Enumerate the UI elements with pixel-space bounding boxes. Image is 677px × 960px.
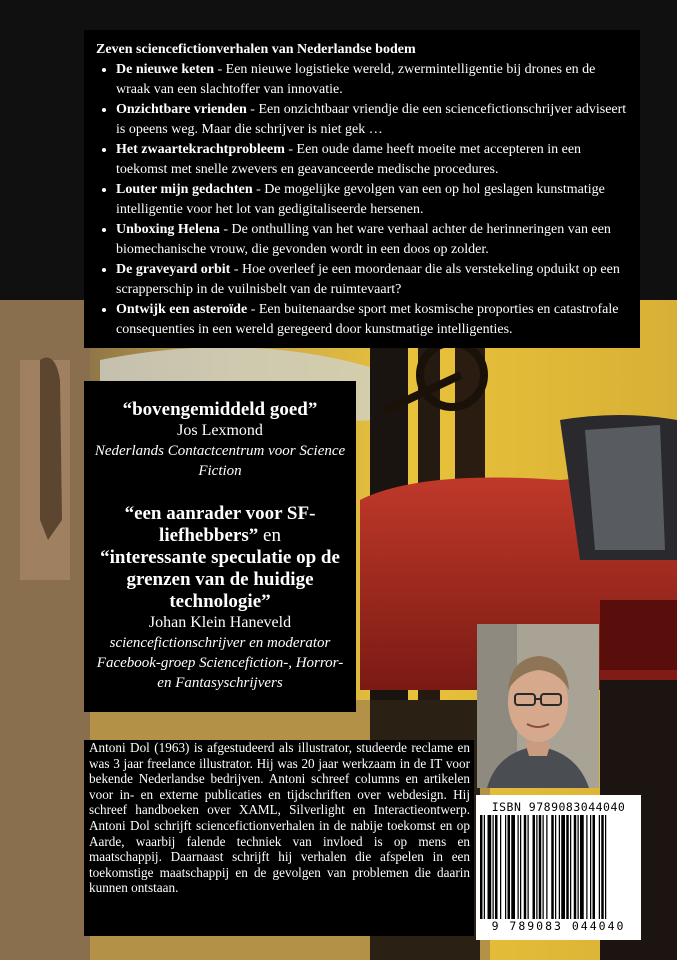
barcode-bar (555, 815, 556, 919)
story-title: Onzichtbare vrienden (116, 102, 247, 117)
barcode-bar (495, 815, 498, 919)
barcode-bars (480, 815, 637, 919)
isbn-barcode (476, 795, 641, 940)
story-item (116, 140, 630, 180)
review-quotes-panel (84, 381, 356, 712)
barcode-bar (566, 815, 569, 919)
barcode-bar (505, 815, 506, 919)
barcode-bar (484, 815, 485, 919)
barcode-bar (518, 815, 519, 919)
story-title: De graveyard orbit (116, 262, 231, 277)
story-title: Unboxing Helena (116, 222, 220, 237)
story-description: - Een onzichtbaar vriendje die een sciencefictionschrijver adviseert is opeens weg. Maar die schrijver is niet gek … (116, 102, 627, 137)
barcode-bar (551, 815, 554, 919)
story-description: - Een nieuwe logistieke wereld, zwermintelligentie bij drones en de wraak van een slachtoffer van innovatie. (116, 62, 596, 97)
story-title: De nieuwe keten (116, 62, 214, 77)
barcode-bar (511, 815, 515, 919)
collection-heading: Zeven sciencefictionverhalen van Nederlandse bodem (96, 42, 416, 57)
story-item (116, 300, 630, 340)
barcode-bar (586, 815, 587, 919)
barcode-bar (605, 815, 606, 919)
barcode-bar (590, 815, 591, 919)
barcode-bar (599, 815, 600, 919)
barcode-bar (524, 815, 527, 919)
barcode-bar (536, 815, 537, 919)
quote-2-role: sciencefictionschrijver en moderator Facebook-groep Sciencefiction-, Horror- en Fantasyschrijvers (96, 635, 344, 691)
quote-2b: “interessante speculatie op de grenzen van de huidige technologie” (100, 547, 340, 612)
quote-2a (90, 503, 350, 547)
story-description: - De onthulling van het ware verhaal achter de herinneringen van een biomechanische vrouw, die gevonden wordt in een doos op zolder. (116, 222, 611, 257)
story-title: Louter mijn gedachten (116, 182, 253, 197)
quote-2a-text: “een aanrader voor SF-liefhebbers” (124, 503, 316, 546)
story-title: Het zwaartekrachtprobleem (116, 142, 285, 157)
story-title: Ontwijk een asteroïde (116, 302, 248, 317)
story-item (116, 60, 630, 100)
quote-2-author: Johan Klein Haneveld (148, 614, 292, 631)
quote-conjunction: en (258, 525, 281, 546)
isbn-digits: 9 789083 044040 (491, 919, 626, 933)
author-photo (477, 624, 599, 788)
barcode-bar (500, 815, 501, 919)
barcode-bar (546, 815, 547, 919)
barcode-bar (561, 815, 565, 919)
isbn-label: ISBN 9789083044040 (491, 800, 626, 814)
barcode-bar (539, 815, 542, 919)
barcode-bar (593, 815, 596, 919)
barcode-bar (543, 815, 544, 919)
barcode-bar (601, 815, 604, 919)
story-list (96, 60, 630, 340)
barcode-bar (559, 815, 560, 919)
story-item (116, 220, 630, 260)
barcode-bar (508, 815, 511, 919)
barcode-bar (570, 815, 571, 919)
barcode-bar (480, 815, 483, 919)
barcode-bar (520, 815, 521, 919)
story-list-panel (84, 30, 640, 348)
story-item (116, 260, 630, 300)
barcode-bar (574, 815, 577, 919)
author-bio: Antoni Dol (1963) is afgestudeerd als illustrator, studeerde reclame en was 3 jaar freelance illustrator. Hij was 20 jaar werkzaam in de IT voor bekende Nederlandse bedrijven. Antoni schreef columns en artikelen voor in- en externe publicaties en tijdschriften over webdesign. Hij schreef handboeken over XAML, Silverlight en Interactieontwerp. Antoni Dol schrijft sciencefictionverhalen in de nabije toekomst en op Aarde, waarbij falende techniek van invloed is op mens en maatschappij. Daarnaast schrijft hij verhalen die afspelen in een toekomstige maatschappij en de gevolgen van problemen die daarin kunnen ontstaan. (84, 740, 474, 936)
story-item (116, 180, 630, 220)
barcode-bar (528, 815, 529, 919)
quote-1-author: Jos Lexmond (177, 422, 263, 439)
story-description: - Hoe overleef je een moordenaar die als verstekeling opduikt op een scrapperschip in de vuilnisbelt van de ruimtevaart? (116, 262, 620, 297)
story-description: - Een oude dame heeft moeite met accepteren in een toekomst met snelle zwevers en geavanceerde medische procedures. (116, 142, 582, 177)
barcode-bar (578, 815, 579, 919)
barcode-bar (533, 815, 536, 919)
story-description: - Een buitenaardse sport met kosmische proporties en catastrofale consequenties in een wereld geregeerd door kunstmatige intelligenties. (116, 302, 619, 337)
quote-1-organization: Nederlands Contactcentrum voor Science Fiction (94, 443, 346, 479)
barcode-bar (580, 815, 584, 919)
barcode-bar (488, 815, 492, 919)
quote-1: “bovengemiddeld goed” (122, 399, 318, 420)
story-description: - De mogelijke gevolgen van een op hol geslagen kunstmatige intelligentie voor het lot van gedigitaliseerde hersenen. (116, 182, 605, 217)
barcode-bar (493, 815, 494, 919)
story-item (116, 100, 630, 140)
